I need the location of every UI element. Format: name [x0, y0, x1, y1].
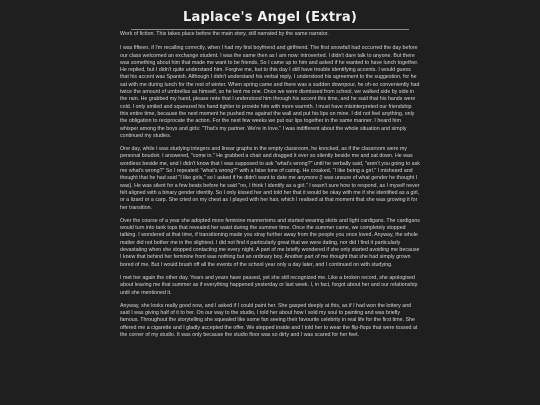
title-divider: [131, 29, 409, 30]
author-note: Work of fiction. This takes place before the main story, still narrated by the same narrator.: [120, 31, 329, 37]
story-paragraph-1: I was fifteen, if I'm recalling correctly, when I had my first boyfriend and girlfriend. The first snowfall had occurred the day before our class welcomed an exchange student. I was the same then as I am now: introverted. I didn't dare talk to anyone. But there was something about him that made me want to be friends. So I came up to him and asked if he wanted to have lunch together. He replied, but I didn't quite understand him. Forgive me, but to this day I still have trouble identifying accents. I would guess that his accent was Spanish. Although I didn't understand his verbal reply, I understood his agreement to the suggestion, for he sat with me during lunch for the rest of winter. When spring came and there was a sudden downpour, he oh-so conveniently had twice the amount of umbrellas as himself, so he lent me one. Once we were dismissed from school, we walked side by side in the rain. He grabbed my hand, please note that I understood him through his accent this time, and he said that his hands were cold. I only smiled and squeezed his hand tighter to provide him with more warmth. I must have misinterpreted our friendship this entire time, because the next moment he pushed me against the wall and put his lips on mine. I did not feel anything, only the obligation to reciprocate the action. For the next few weeks we put our lips together in the same manner. I heard him whisper among the boys and girls: "That's my partner. We're in love." I was indifferent about the whole situation and simply continued my studies.: [120, 45, 420, 139]
story-body: [120, 31, 420, 345]
story-paragraph-4: I met her again the other day. Years and years have passed, yet she still recognized me. Like a broken record, she apologised about leaving me that summer as if everything happened yesterday or last week. I, in fact, forgot about her and our relationship until she mentioned it.: [120, 274, 418, 296]
story-title: Laplace's Angel (Extra): [183, 10, 357, 25]
story-paragraph-3: Over the course of a year she adopted more feminine mannerisms and started wearing skirts and light cardigans. The cardigans would turn into tank tops that revealed her waist during the summer time. Once the summer came, we completely stopped talking. I wondered at that time, if transitioning made you stray further away from the people you once loved. Anyway, the whole matter did not bother me in the slightest. I did not find it particularly great that we were dating, nor did I find it particularly devastating when she stopped contacting me every night. A part of me briefly wondered if she only started avoiding me because I knew that behind her feminine front was nothing but an ordinary boy. Another part of me thought that she had simply grown bored of me. But I would brush off all the events of the school year only a day later, and I continued on with studying.: [120, 217, 420, 268]
story-paragraph-2: One day, while I was studying integers and linear graphs in the empty classroom, he knocked, as if the classroom were my personal boudoir. I answered, "come in." He grabbed a chair and dragged it ever so silently beside me and sat down. He was wordless beside me, and I didn't know that I was supposed to ask "what's wrong?" until he verbally said, "aren't you going to ask me what's wrong?" So I repeated: "what's wrong?" with a false tone of caring. He croaked, "I like being a girl." I misheard and thought that he had said "I like girls," so I asked if he didn't want to date me anymore (I was unsure of what gender he thought I was). He was silent for a few beats before he said "no, I think I identify as a girl." I wasn't sure how to respond, as I myself never felt aligned with a binary gender identity. So I only kissed her and told her that it would be okay with me if she identified as a girl, or a lizard or a carp. She cried on my chest as I played with her hair, which I realised at that moment that she was growing it for her transition.: [120, 146, 420, 211]
story-paragraph-5: Anyway, she looks really good now, and I asked if I could paint her. She gasped deeply at this, as if I had won the lottery and said I was giving half of it to her. On our way to the studio, I told her about how I sold my soul to painting and was briefly famous. Throughout the storytelling she squealed like some fan seeing their favourite celebrity in real life for the first time. She offered me a cigarette and I gladly accepted the offer. We stepped inside and I told her to wear the flip-flops that were tossed at the corner of my studio. It was only because the studio floor was so dirty and I was scared for her feet.: [120, 302, 418, 338]
